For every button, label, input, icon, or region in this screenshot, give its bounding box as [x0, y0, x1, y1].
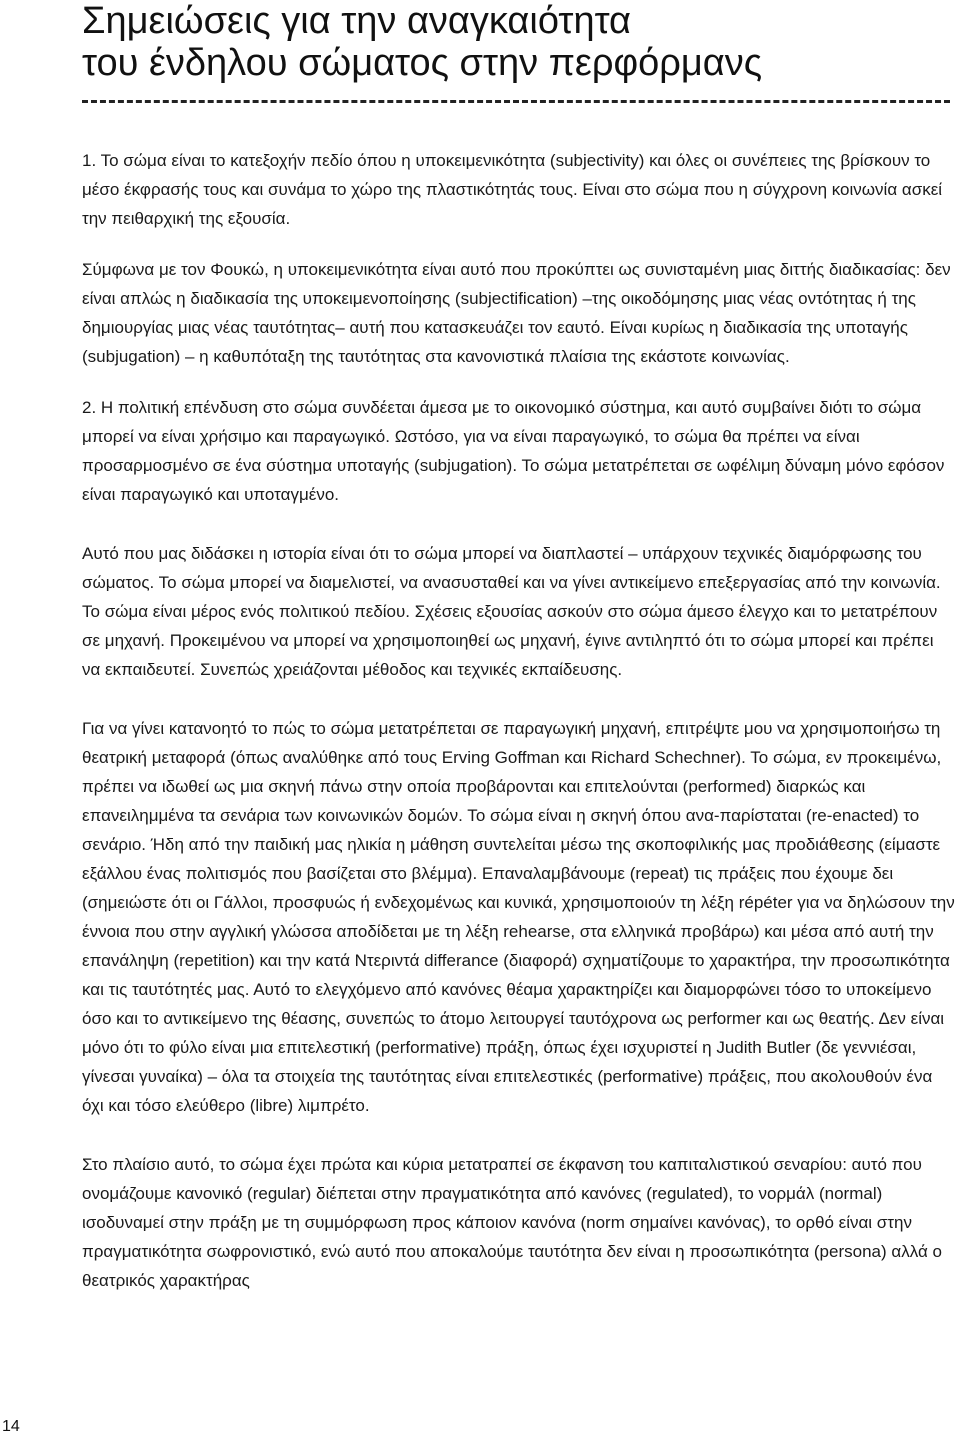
- paragraph-4: Αυτό που μας διδάσκει η ιστορία είναι ότι το σώμα μπορεί να διαπλαστεί – υπάρχουν τεχνικές διαμόρφωσης του σώματος. Το σώμα μπορεί να διαμελιστεί, να ανασυσταθεί και να γίνει αντικείμενο επεξεργασίας από την κοινωνία. Το σώμα είναι μέρος ενός πολιτικού πεδίου. Σχέσεις εξουσίας ασκούν στο σώμα άμεσο έλεγχο και το μετατρέπουν σε μηχανή. Προκειμένου να μπορεί να χρησιμοποιηθεί ως μηχανή, έγινε αντιληπτό ότι το σώμα μπορεί και πρέπει να εκπαιδευτεί. Συνεπώς χρειάζονται μέθοδος και τεχνικές εκπαίδευσης.: [82, 544, 941, 679]
- title-divider: [82, 100, 950, 103]
- paragraph-6: Στο πλαίσιο αυτό, το σώμα έχει πρώτα και κύρια μετατραπεί σε έκφανση του καπιταλιστικού σεναρίου: αυτό που ονομάζουμε κανονικό (regular) διέπεται στην πραγματικότητα από κανόνες (regulated), το νορμάλ (normal) ισοδυναμεί στην πράξη με τη συμμόρφωση προς κάποιον κανόνα (norm σημαίνει κανόνας), το ορθό είναι στην πραγματικότητα σωφρονιστικό, ενώ αυτό που αποκαλούμε ταυτότητα δεν είναι η προσωπικότητα (persona) αλλά ο θεατρικός χαρακτήρας: [82, 1155, 942, 1290]
- title-line-1: Σημειώσεις για την αναγκαιότητα: [82, 0, 632, 42]
- page-number: 14: [2, 1418, 20, 1435]
- page-title: [82, 0, 942, 84]
- article-body: [82, 146, 956, 1295]
- paragraph-2: Σύμφωνα με τον Φουκώ, η υποκειμενικότητα είναι αυτό που προκύπτει ως συνισταμένη μιας διττής διαδικασίας: δεν είναι απλώς η διαδικασία της υποκειμενοποίησης (subjectification) –της οικοδόμησης μιας νέας οντότητας ή της δημιουργίας μιας νέας ταυτότητας– αυτή που κατασκευάζει τον εαυτό. Είναι κυρίως η διαδικασία της υποταγής (subjugation) – η καθυπόταξη της ταυτότητας στα κανονιστικά πλαίσια της εκάστοτε κοινωνίας.: [82, 260, 951, 366]
- paragraph-3: 2. Η πολιτική επένδυση στο σώμα συνδέεται άμεσα με το οικονομικό σύστημα, και αυτό συμβαίνει διότι το σώμα μπορεί να είναι χρήσιμο και παραγωγικό. Ωστόσο, για να είναι παραγωγικό, το σώμα θα πρέπει να είναι προσαρμοσμένο σε ένα σύστημα υποταγής (subjugation). Το σώμα μετατρέπεται σε ωφέλιμη δύναμη μόνο εφόσον είναι παραγωγικό και υποταγμένο.: [82, 398, 945, 504]
- paragraph-5: Για να γίνει κατανοητό το πώς το σώμα μετατρέπεται σε παραγωγική μηχανή, επιτρέψτε μου να χρησιμοποιήσω τη θεατρική μεταφορά (όπως αναλύθηκε από τους Erving Goffman και Richard Schechner). Το σώμα, εν προκειμένω, πρέπει να ιδωθεί ως μια σκηνή πάνω στην οποία προβάρονται και επιτελούνται (performed) διαρκώς και επανειλημμένα τα σενάρια των κοινωνικών δομών. Το σώμα είναι η σκηνή όπου ανα-παρίσταται (re-enacted) το σενάριο. Ήδη από την παιδική μας ηλικία η μάθηση συντελείται μέσω της σκοποφιλικής μας προδιάθεσης (είμαστε εξάλλου ένας πολιτισμός που βασίζεται στο βλέμμα). Επαναλαμβάνουμε (repeat) τις πράξεις που έχουμε δει (σημειώστε ότι οι Γάλλοι, προσφυώς ή ενδεχομένως και κυνικά, χρησιμοποιούν τη λέξη répéter για να δηλώσουν την έννοια που στην αγγλική γλώσσα αποδίδεται με τη λέξη rehearse, στα ελληνικά προβάρω) και μέσα από αυτή την επανάληψη (repetition) και την κατά Ντεριντά differance (διαφορά) σχηματίζουμε το χαρακτήρα, την προσωπικότητα και τις ταυτότητές μας. Αυτό το ελεγχόμενο από κανόνες θέαμα χαρακτηρίζει και διαμορφώνει τόσο το υποκείμενο όσο και το αντικείμενο της θέασης, συνεπώς το άτομο λειτουργεί ταυτόχρονα ως performer και ως θεατής. Δεν είναι μόνο ότι το φύλο είναι μια επιτελεστική (performative) πράξη, όπως έχει ισχυριστεί η Judith Butler (δε γεννιέσαι, γίνεσαι γυναίκα) – όλα τα στοιχεία της ταυτότητας είναι επιτελεστικές (performative) πράξεις, που ακολουθούν ένα όχι και τόσο ελεύθερο (libre) λιμπρέτο.: [82, 719, 955, 1115]
- paragraph-1: 1. Το σώμα είναι το κατεξοχήν πεδίο όπου η υποκειμενικότητα (subjectivity) και όλες οι συνέπειες της βρίσκουν το μέσο έκφρασής τους και συνάμα το χώρο της πλαστικότητάς τους. Είναι στο σώμα που η σύγχρονη κοινωνία ασκεί την πειθαρχική της εξουσία.: [82, 151, 943, 228]
- title-line-2: του ένδηλου σώματος στην περφόρμανς: [82, 42, 763, 84]
